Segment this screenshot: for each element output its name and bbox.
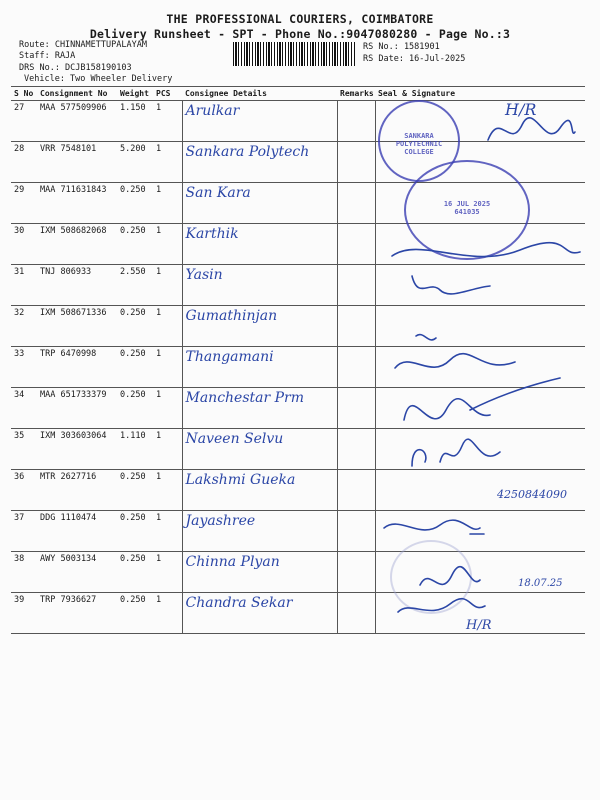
cell-weight: 0.250 [117, 388, 153, 429]
cell-remarks [337, 511, 375, 552]
consignee-handwritten-name: Sankara Polytech [185, 144, 310, 160]
table-row [11, 470, 585, 511]
cell-remarks [337, 265, 375, 306]
cell-weight: 1.110 [117, 429, 153, 470]
table-row [11, 101, 585, 142]
cell-consignment: VRR 7548101 [37, 142, 117, 183]
cell-weight: 0.250 [117, 183, 153, 224]
cell-signature [375, 470, 585, 511]
cell-signature [375, 347, 585, 388]
cell-consignment: MAA 651733379 [37, 388, 117, 429]
cell-sno: 35 [11, 429, 37, 470]
cell-consignment: TRP 6470998 [37, 347, 117, 388]
table-row [11, 552, 585, 593]
cell-signature [375, 306, 585, 347]
cell-consignee [182, 142, 337, 183]
cell-remarks [337, 470, 375, 511]
cell-pcs: 1 [153, 142, 182, 183]
consignee-handwritten-name: Jayashree [185, 513, 256, 529]
cell-sno: 29 [11, 183, 37, 224]
cell-sno: 31 [11, 265, 37, 306]
cell-consignment: DDG 1110474 [37, 511, 117, 552]
cell-consignee [182, 183, 337, 224]
cell-signature [375, 183, 585, 224]
cell-consignee [182, 470, 337, 511]
cell-sno: 38 [11, 552, 37, 593]
table-row [11, 511, 585, 552]
runsheet-table [11, 86, 585, 634]
consignee-handwritten-name: Arulkar [185, 103, 240, 119]
cell-consignee [182, 552, 337, 593]
company-title: THE PROFESSIONAL COURIERS, COIMBATORE [166, 12, 434, 26]
staff-label: Staff: RAJA [19, 51, 76, 61]
cell-consignee [182, 101, 337, 142]
cell-consignment: TRP 7936627 [37, 593, 117, 634]
cell-signature [375, 429, 585, 470]
consignee-handwritten-name: San Kara [185, 185, 251, 201]
barcode-image [233, 42, 355, 66]
cell-signature [375, 265, 585, 306]
consignee-handwritten-name: Thangamani [185, 349, 274, 365]
cell-weight: 0.250 [117, 306, 153, 347]
cell-remarks [337, 388, 375, 429]
cell-pcs: 1 [153, 511, 182, 552]
consignee-handwritten-name: Naveen Selvu [185, 431, 284, 447]
consignee-handwritten-name: Manchestar Prm [185, 390, 305, 406]
cell-pcs: 1 [153, 183, 182, 224]
cell-sno: 32 [11, 306, 37, 347]
table-row [11, 347, 585, 388]
table-row [11, 224, 585, 265]
cell-weight: 0.250 [117, 552, 153, 593]
cell-sno: 36 [11, 470, 37, 511]
vehicle-label: Vehicle: Two Wheeler Delivery [24, 74, 173, 84]
col-header-sno: S No [11, 87, 37, 101]
seal-pin: 641035 [454, 208, 480, 216]
table-row [11, 306, 585, 347]
seal-text: SANKARA POLYTECHNIC COLLEGE [395, 132, 443, 156]
col-header-consignee: Consignee Details [182, 87, 337, 101]
route-label: Route: CHINNAMETTUPALAYAM [19, 40, 147, 50]
cell-remarks [337, 224, 375, 265]
cell-pcs: 1 [153, 306, 182, 347]
cell-sno: 28 [11, 142, 37, 183]
col-header-weight: Weight [117, 87, 153, 101]
drs-number: DRS No.: DCJB158190103 [19, 63, 132, 73]
cell-remarks [337, 429, 375, 470]
cell-pcs: 1 [153, 470, 182, 511]
cell-remarks [337, 183, 375, 224]
cell-weight: 0.250 [117, 511, 153, 552]
cell-remarks [337, 306, 375, 347]
cell-pcs: 1 [153, 388, 182, 429]
table-row [11, 388, 585, 429]
cell-sno: 30 [11, 224, 37, 265]
cell-consignee [182, 224, 337, 265]
cell-signature [375, 101, 585, 142]
phone-note: 4250844090 [497, 488, 567, 501]
rs-date: RS Date: 16-Jul-2025 [363, 54, 466, 64]
consignee-handwritten-name: Chinna Plyan [185, 554, 280, 570]
cell-consignee [182, 265, 337, 306]
cell-signature [375, 142, 585, 183]
cell-sno: 27 [11, 101, 37, 142]
col-header-remarks: Remarks [337, 87, 375, 101]
cell-sno: 33 [11, 347, 37, 388]
cell-consignee [182, 511, 337, 552]
cell-weight: 0.250 [117, 347, 153, 388]
cell-consignment: IXM 303603064 [37, 429, 117, 470]
cell-pcs: 1 [153, 224, 182, 265]
cell-consignment: AWY 5003134 [37, 552, 117, 593]
cell-weight: 2.550 [117, 265, 153, 306]
runsheet-subtitle: Delivery Runsheet - SPT - Phone No.:9047080280 - Page No.:3 [89, 27, 511, 41]
consignee-handwritten-name: Chandra Sekar [185, 595, 293, 611]
col-header-consignment: Consignment No [37, 87, 117, 101]
consignee-handwritten-name: Karthik [185, 226, 239, 242]
seal-date: 16 JUL 2025 [443, 200, 491, 208]
cell-pcs: 1 [153, 347, 182, 388]
consignee-handwritten-name: Yasin [185, 267, 223, 283]
cell-consignment: IXM 508682068 [37, 224, 117, 265]
cell-sno: 34 [11, 388, 37, 429]
rs-number: RS No.: 1581901 [363, 42, 440, 52]
table-row [11, 142, 585, 183]
cell-sno: 39 [11, 593, 37, 634]
consignee-handwritten-name: Lakshmi Gueka [185, 472, 296, 488]
cell-weight: 0.250 [117, 470, 153, 511]
cell-signature [375, 224, 585, 265]
cell-consignment: MTR 2627716 [37, 470, 117, 511]
cell-signature [375, 593, 585, 634]
cell-weight: 0.250 [117, 224, 153, 265]
cell-weight: 0.250 [117, 593, 153, 634]
cell-pcs: 1 [153, 265, 182, 306]
cell-consignee [182, 593, 337, 634]
cell-remarks [337, 142, 375, 183]
cell-weight: 1.150 [117, 101, 153, 142]
cell-sno: 37 [11, 511, 37, 552]
cell-consignee [182, 347, 337, 388]
cell-remarks [337, 593, 375, 634]
table-row [11, 183, 585, 224]
cell-signature [375, 552, 585, 593]
consignee-handwritten-name: Gumathinjan [185, 308, 278, 324]
table-row [11, 265, 585, 306]
cell-consignment: MAA 711631843 [37, 183, 117, 224]
cell-consignment: MAA 577509906 [37, 101, 117, 142]
cell-signature [375, 388, 585, 429]
table-row [11, 593, 585, 634]
table-header-row [11, 87, 585, 101]
table-row [11, 429, 585, 470]
col-header-pcs: PCS [153, 87, 182, 101]
hr-note-top: H/R [505, 100, 537, 119]
col-header-signature: Seal & Signature [375, 87, 585, 101]
cell-pcs: 1 [153, 552, 182, 593]
cell-consignee [182, 306, 337, 347]
cell-signature [375, 511, 585, 552]
hr-note-bottom: H/R [466, 618, 492, 633]
cell-remarks [337, 347, 375, 388]
cell-pcs: 1 [153, 429, 182, 470]
cell-pcs: 1 [153, 593, 182, 634]
cell-consignment: IXM 508671336 [37, 306, 117, 347]
cell-remarks [337, 552, 375, 593]
cell-consignment: TNJ 806933 [37, 265, 117, 306]
cell-consignee [182, 429, 337, 470]
cell-pcs: 1 [153, 101, 182, 142]
date-note: 18.07.25 [518, 578, 563, 589]
cell-consignee [182, 388, 337, 429]
cell-remarks [337, 101, 375, 142]
cell-weight: 5.200 [117, 142, 153, 183]
